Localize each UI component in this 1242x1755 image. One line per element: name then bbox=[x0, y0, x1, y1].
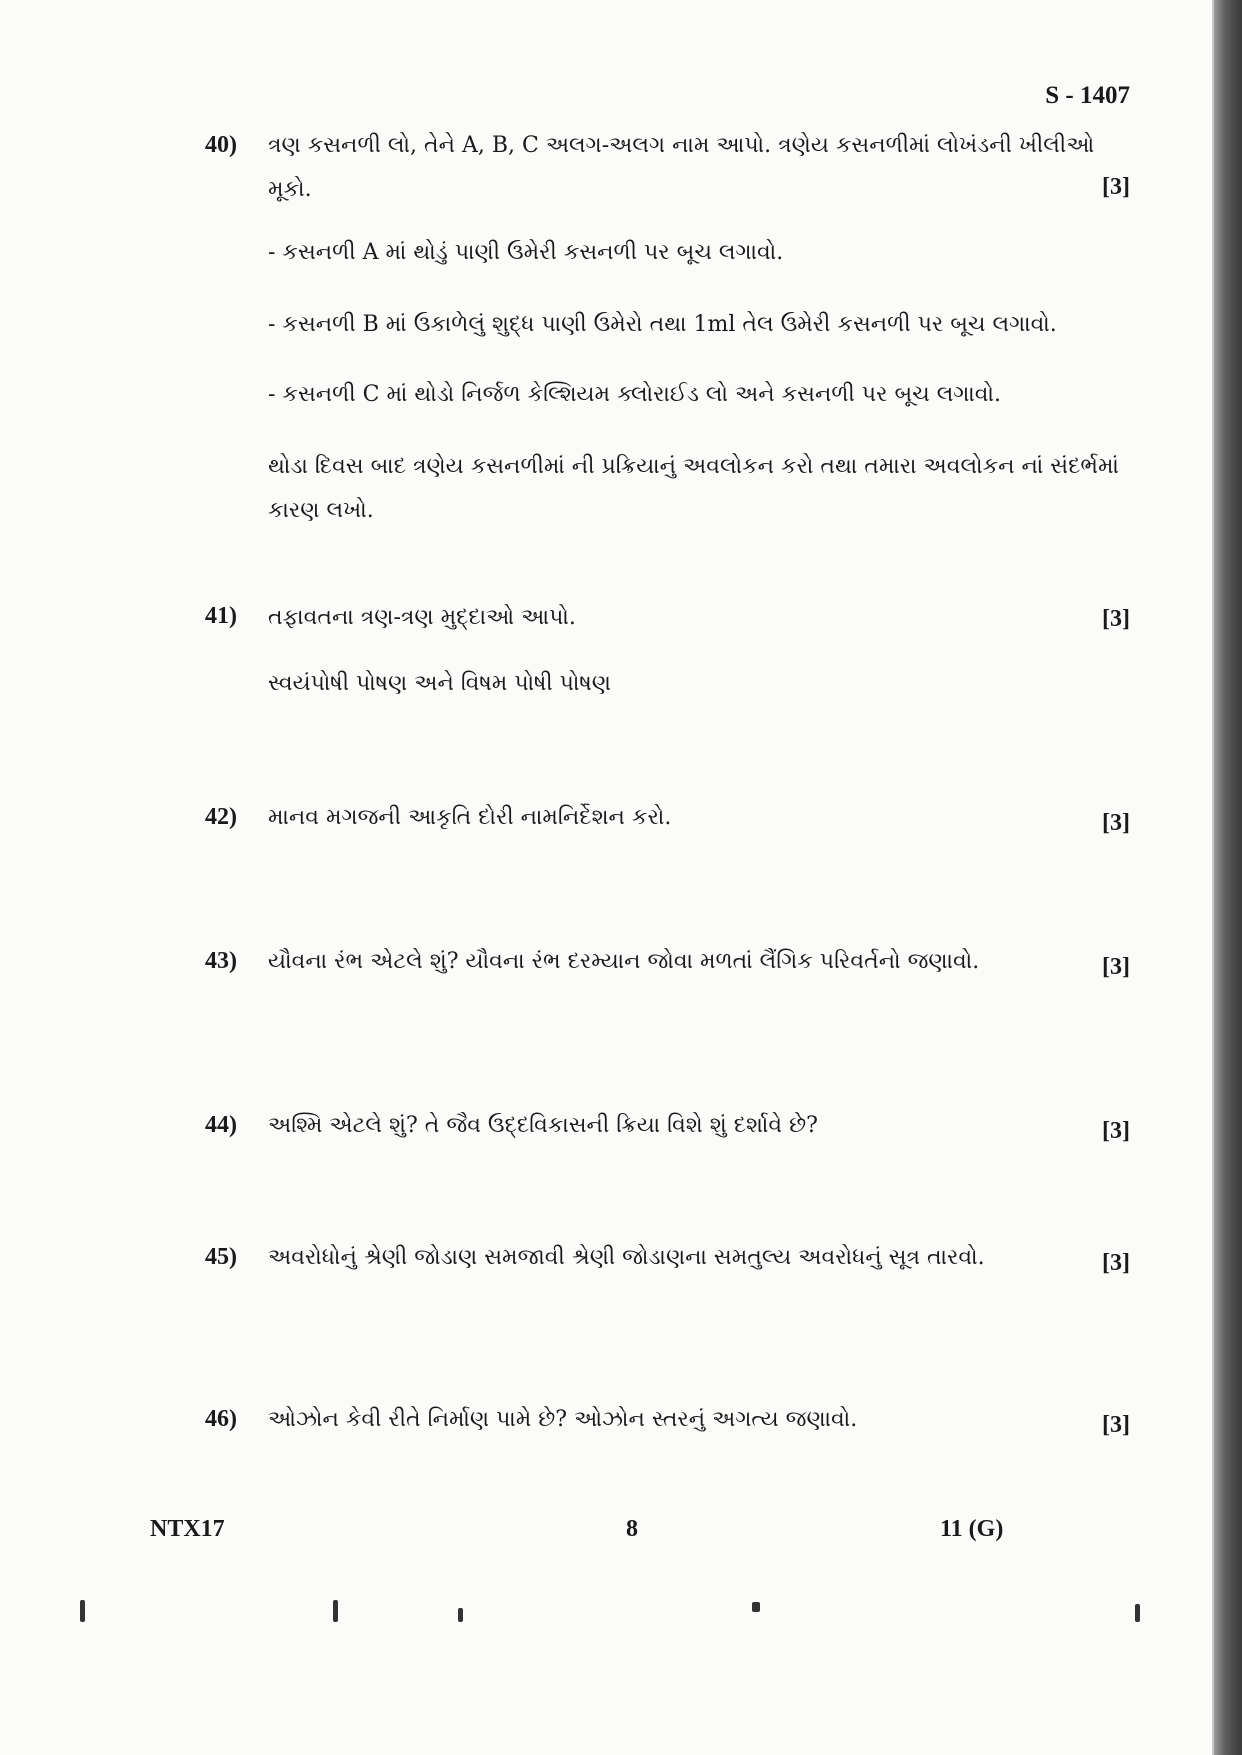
registration-mark bbox=[1135, 1604, 1140, 1622]
marks-42: [3] bbox=[1102, 810, 1130, 836]
page-number: 8 bbox=[626, 1516, 638, 1542]
footer-code: NTX17 bbox=[150, 1516, 225, 1542]
question-number-45: 45) bbox=[205, 1244, 237, 1270]
question-text-42: માનવ મગજની આકૃતિ દોરી નામનિર્દેશન કરો. bbox=[268, 805, 672, 830]
question-40-conclusion: થોડા દિવસ બાદ ત્રણેય કસનળીમાં ની પ્રક્રિયાનું અવલોકન કરો તથા તમારા અવલોકન નાં સંદર્ભમાં કારણ લખો. bbox=[268, 454, 1119, 523]
question-number-44: 44) bbox=[205, 1112, 237, 1138]
question-text-45: અવરોધોનું શ્રેણી જોડાણ સમજાવી શ્રેણી જોડાણના સમતુલ્ય અવરોધનું સૂત્ર તારવો. bbox=[268, 1245, 985, 1270]
question-40-item-c: - કસનળી C માં થોડો નિર્જળ કેલ્શિયમ ક્લોરાઈડ લો અને કસનળી પર બૂચ લગાવો. bbox=[268, 382, 1001, 407]
question-number-40: 40) bbox=[205, 132, 237, 158]
question-40-item-b: - કસનળી B માં ઉકાળેલું શુદ્ધ પાણી ઉમેરો તથા 1ml તેલ ઉમેરી કસનળી પર બૂચ લગાવો. bbox=[268, 312, 1057, 337]
question-40-item-a: - કસનળી A માં થોડું પાણી ઉમેરી કસનળી પર બૂચ લગાવો. bbox=[268, 240, 784, 265]
registration-mark bbox=[752, 1602, 760, 1612]
question-text-46: ઓઝોન કેવી રીતે નિર્માણ પામે છે? ઓઝોન સ્તરનું અગત્ય જણાવો. bbox=[268, 1407, 858, 1432]
paper-code: S - 1407 bbox=[1045, 82, 1130, 109]
question-text-41: તફાવતના ત્રણ-ત્રણ મુદ્દાઓ આપો. bbox=[268, 605, 576, 630]
registration-mark bbox=[80, 1600, 85, 1622]
question-text-44: અશ્મિ એટલે શું? તે જૈવ ઉદ્દવિકાસની ક્રિયા વિશે શું દર્શાવે છે? bbox=[268, 1113, 818, 1138]
question-number-42: 42) bbox=[205, 804, 237, 830]
question-41-subtext: સ્વયંપોષી પોષણ અને વિષમ પોષી પોષણ bbox=[268, 671, 611, 696]
marks-41: [3] bbox=[1102, 606, 1130, 632]
registration-mark bbox=[458, 1608, 463, 1622]
registration-mark bbox=[333, 1600, 338, 1622]
question-number-41: 41) bbox=[205, 603, 237, 629]
marks-40: [3] bbox=[1102, 174, 1130, 200]
question-number-46: 46) bbox=[205, 1406, 237, 1432]
marks-44: [3] bbox=[1102, 1118, 1130, 1144]
marks-45: [3] bbox=[1102, 1250, 1130, 1276]
question-text-43: યૌવના રંભ એટલે શું? યૌવના રંભ દરમ્યાન જોવા મળતાં લૈંગિક પરિવર્તનો જણાવો. bbox=[268, 949, 980, 974]
marks-46: [3] bbox=[1102, 1412, 1130, 1438]
question-text-40: ત્રણ કસનળી લો, તેને A, B, C અલગ-અલગ નામ આપો. ત્રણેય કસનળીમાં લોખંડની ખીલીઓ મૂકો. bbox=[268, 133, 1095, 202]
question-number-43: 43) bbox=[205, 948, 237, 974]
scan-edge-shadow bbox=[1214, 0, 1242, 1755]
marks-43: [3] bbox=[1102, 954, 1130, 980]
footer-set: 11 (G) bbox=[940, 1516, 1004, 1542]
